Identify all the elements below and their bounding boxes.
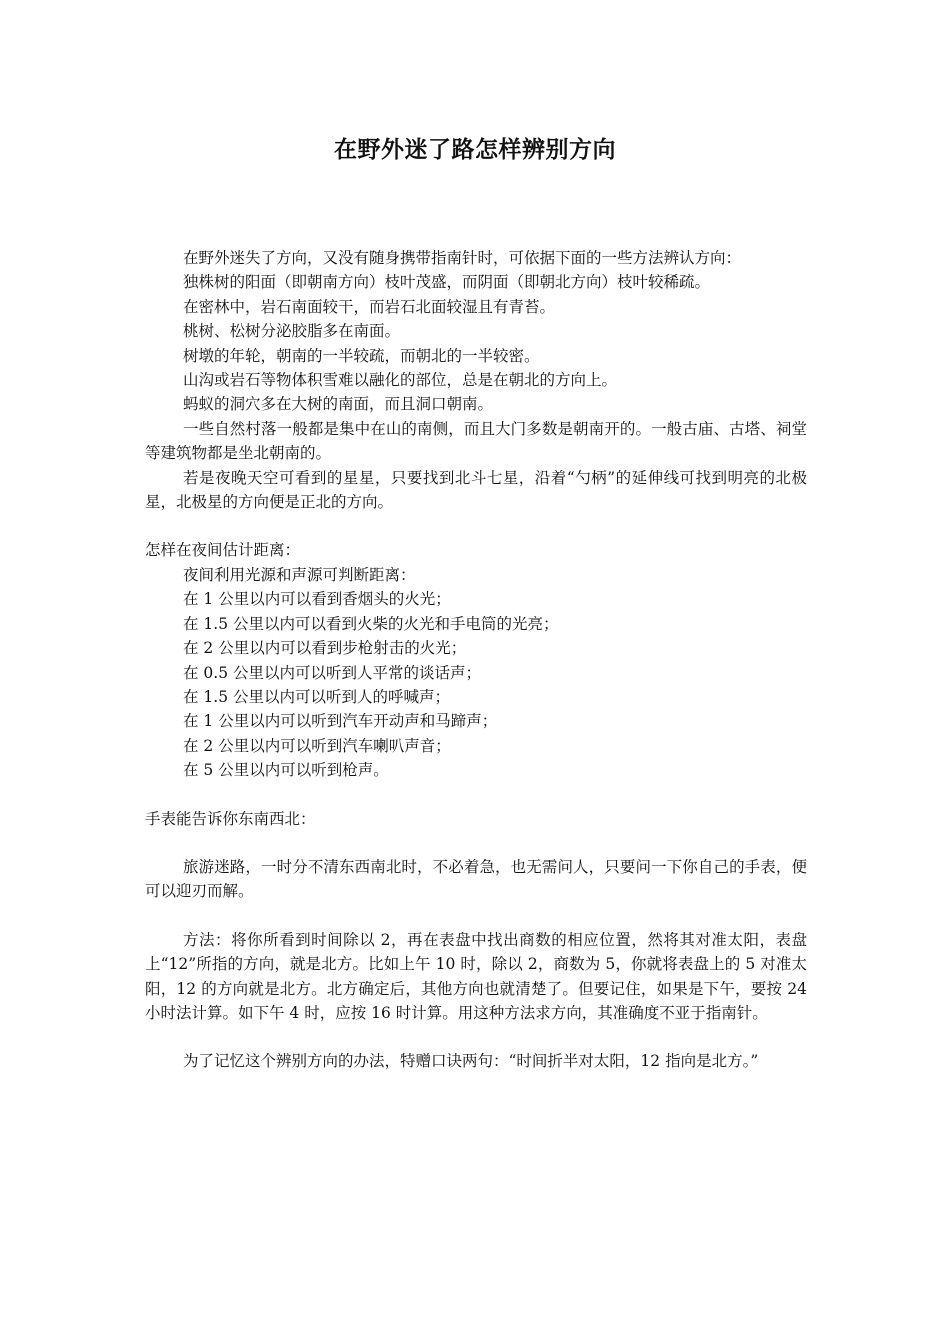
watch-mnemonic-paragraph: 为了记忆这个辨别方向的办法，特赠口诀两句：“时间折半对太阳，12 指向是北方。” [183,1052,759,1071]
tip-resin: 桃树、松树分泌胶脂多在南面。 [183,322,401,341]
tip-rock-moss: 在密林中，岩石南面较干，而岩石北面较湿且有青苔。 [183,297,556,316]
watch-method-paragraph: 方法：将你所看到时间除以 2，再在表盘中找出商数的相应位置，然将其对准太阳，表盘上“12”所指的方向，就是北方。比如上午 10 时，除以 2，商数为 5，你就将表盘上的 5 对准太阳，12 的方向就是北方。北方确定后，其他方向也就清楚了。但要记住，如果是下午，要按 24 小时法计算。如下午 4 时，应按 16 时计算。用这种方法求方向，其准确度不亚于指南针。 [145,930,807,1022]
distance-item: 在 2 公里以内可以听到汽车喇叭声音； [183,736,451,755]
night-distance-heading: 怎样在夜间估计距离： [145,541,301,560]
tip-snow: 山沟或岩石等物体积雪难以融化的部位，总是在朝北的方向上。 [183,371,618,390]
tip-ant-nest: 蚂蚁的洞穴多在大树的南面，而且洞口朝南。 [183,395,494,414]
watch-heading: 手表能告诉你东南西北： [145,809,316,828]
tip-tree-foliage: 独株树的阳面（即朝南方向）枝叶茂盛，而阴面（即朝北方向）枝叶较稀疏。 [183,273,711,292]
distance-item: 在 5 公里以内可以听到枪声。 [183,761,389,780]
watch-paragraph-1: 旅游迷路，一时分不清东西南北时，不必着急，也无需问人，只要问一下你自己的手表，便可以迎刃而解。 [145,857,807,901]
intro-paragraph: 在野外迷失了方向，又没有随身携带指南针时，可依据下面的一些方法辨认方向： [183,249,742,267]
distance-item: 在 2 公里以内可以看到步枪射击的火光； [183,639,467,658]
document-body [145,246,807,1074]
tip-north-star: 若是夜晚天空可看到的星星，只要找到北斗七星，沿着“勺柄”的延伸线可找到明亮的北极星，北极星的方向便是正北的方向。 [145,468,807,512]
distance-item: 在 1.5 公里以内可以看到火柴的火光和手电筒的光亮； [183,614,559,633]
tip-villages: 一些自然村落一般都是集中在山的南侧，而且大门多数是朝南开的。一般古庙、古塔、祠堂等建筑物都是坐北朝南的。 [145,419,807,463]
distance-item: 在 1 公里以内可以看到香烟头的火光； [183,590,451,609]
tip-tree-rings: 树墩的年轮，朝南的一半较疏，而朝北的一半较密。 [183,346,540,365]
distance-item: 在 1.5 公里以内可以听到人的呼喊声； [183,687,451,706]
distance-item: 在 1 公里以内可以听到汽车开动声和马蹄声； [183,712,498,731]
document-title: 在野外迷了路怎样辨别方向 [334,137,616,163]
distance-item: 夜间利用光源和声源可判断距离： [183,565,416,584]
distance-item: 在 0.5 公里以内可以听到人平常的谈话声； [183,663,482,682]
